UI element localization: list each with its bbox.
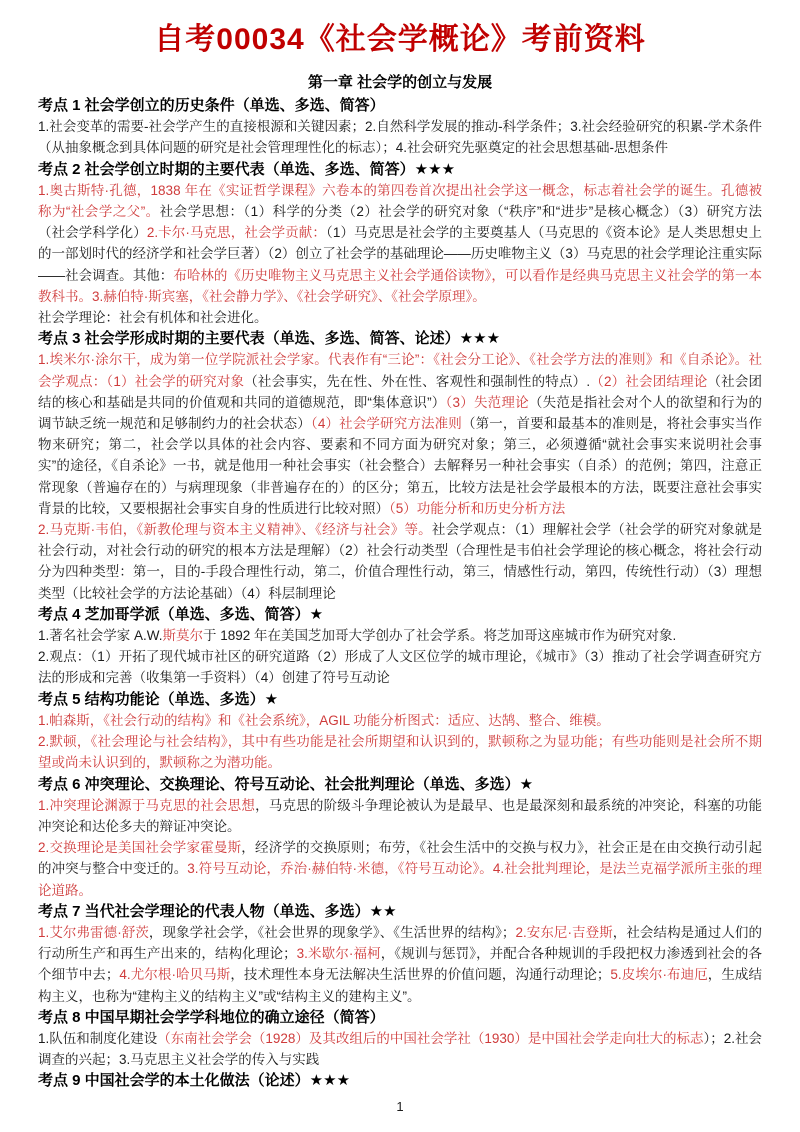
text-segment: 2.安东尼·吉登斯 <box>515 924 613 940</box>
text-segment: 1.著名社会学家 A.W. <box>38 628 163 644</box>
text-segment: 1.队伍和制度化建设 <box>38 1030 158 1046</box>
text-segment: 社会学观点：（1）理解社会学（社会学的研究对象就是社会行动，对社会行动的研究的根本方法是理解）（2）社会行动类型（合理性是韦伯社会学理论的核心概念，将社会行动分为四种类型：第一，目的-手段合理性行动，第二，价值合理性行动，第三，情感性行动，第四，传统性行动）（3）理想类型（比较社会学的方法论基础）（4）科层制理论 <box>38 522 762 601</box>
text-segment: （5）功能分析和历史分析方法 <box>389 500 566 516</box>
paragraph <box>38 922 762 1007</box>
topic-heading: 考点 7 当代社会学理论的代表人物（单选、多选）★★ <box>38 902 397 920</box>
text-segment: 于 1892 年在美国芝加哥大学创办了社会学系。将芝加哥这座城市作为研究对象. <box>203 628 677 644</box>
text-segment: 2.马克斯·韦伯，《新教伦理与资本主义精神》、《经济与社会》等。 <box>38 522 432 538</box>
paragraph <box>38 1028 762 1070</box>
paragraph <box>38 519 762 604</box>
paragraph <box>38 646 762 688</box>
text-segment: 2.交换理论是美国社会学家霍曼斯 <box>38 840 242 856</box>
text-segment: 斯莫尔 <box>162 628 204 644</box>
paragraph <box>38 307 762 328</box>
topic-heading: 考点 6 冲突理论、交换理论、符号互动论、社会批判理论（单选、多选）★ <box>38 775 534 793</box>
topic-heading: 考点 1 社会学创立的历史条件（单选、多选、简答） <box>38 97 385 114</box>
text-segment: ）；2.社会调查的兴起；3.马克思主义社会学的传入与实践 <box>38 1030 762 1068</box>
text-segment: （4）社会学研究方法准则 <box>310 416 462 432</box>
text-segment: 1.埃米尔·涂尔干，成为第一位学院派社会学家。代表作有“三论”：《社会分工论》、《社会学方法的准则》和《自杀论》。社会学观点：（1）社会学的研究对象 <box>38 352 762 389</box>
text-segment: ，马克思的阶级斗争理论被认为是最早、也是最深刻和最系统的冲突论，科塞的功能冲突论和达伦多夫的辩证冲突论。 <box>38 797 762 834</box>
topic-heading: 考点 8 中国早期社会学学科地位的确立途径（简答） <box>38 1008 385 1026</box>
text-segment: （社会团结的核心和基础是共同的价值观和共同的道德规范，即“集体意识”） <box>38 373 763 410</box>
topic-heading: 考点 9 中国社会学的本土化做法（论述）★★★ <box>38 1072 351 1090</box>
text-segment: （东南社会学会（1928）及其改组后的中国社会学社（1930）是中国社会学走向壮大的标志 <box>157 1030 704 1046</box>
text-segment: 社会学理论：社会有机体和社会进化。 <box>38 310 268 326</box>
text-segment: 2.默顿，《社会理论与社会结构》，其中有些功能是社会所期望和认识到的，默顿称之为显功能；有些功能则是社会所不期望或尚未认识到的，默顿称之为潜功能。 <box>38 734 762 771</box>
text-segment: ，生成结构主义，也称为“建构主义的结构主义”或“结构主义的建构主义”。 <box>38 967 763 1004</box>
content <box>38 95 762 1092</box>
text-segment: （3）失范理论 <box>445 394 529 410</box>
text-segment: 1.社会变革的需要-社会学产生的直接根源和关键因素；2.自然科学发展的推动-科学条件；3.社会经验研究的积累-学术条件（从抽象概念到具体问题的研究是社会管理理性化的标志）；4.社会研究先驱奠定的社会思想基础-思想条件 <box>38 119 762 156</box>
text-segment: 2.观点：（1）开拓了现代城市社区的研究道路（2）形成了人文区位学的城市理论，《城市》（3）推动了社会学调查研究方法的形成和完善（收集第一手资料）（4）创建了符号互动论 <box>38 649 762 686</box>
paragraph <box>38 180 762 307</box>
text-segment: （1）马克思是社会学的主要奠基人（马克思的《资本论》是人类思想史上的一部划时代的经济学和社会学巨著）（2）创立了社会学的基础理论——历史唯物主义（3）马克思的社会学理论注重实际——社会调查。其他： <box>38 225 762 283</box>
paragraph <box>38 116 762 158</box>
topic-heading: 考点 4 芝加哥学派（单选、多选、简答）★ <box>38 605 324 623</box>
paragraph <box>38 349 762 519</box>
topic-heading: 考点 5 结构功能论（单选、多选）★ <box>38 690 279 708</box>
text-segment: 3.米歇尔·福柯 <box>296 946 381 962</box>
text-segment: ，《规训与惩罚》，并配合各种规训的手段把权力渗透到社会的各个细节中去； <box>38 946 762 983</box>
text-segment: 1.冲突理论渊源于马克思的社会思想 <box>38 797 256 813</box>
page-title: 自考00034《社会学概论》考前资料 <box>154 23 646 56</box>
text-segment: 社会学思想：（1）科学的分类（2）社会学的研究对象（“秩序”和“进步”是核心概念）（3）研究方法（社会学科学化） <box>38 204 762 241</box>
text-segment: 1.帕森斯，《社会行动的结构》和《社会系统》，AGIL 功能分析图式：适应、达鹄、整合、维模。 <box>38 712 610 728</box>
text-segment: ，现象学社会学，《社会世界的现象学》、《生活世界的结构》； <box>148 924 516 940</box>
paragraph <box>38 837 762 901</box>
paragraph <box>38 731 762 773</box>
topic-heading: 考点 3 社会学形成时期的主要代表（单选、多选、简答、论述）★★★ <box>38 330 501 348</box>
text-segment: ，技术理性本身无法解决生活世界的价值问题，沟通行动理论； <box>230 967 611 983</box>
text-segment: 1.艾尔弗雷德·舒茨 <box>38 924 149 940</box>
page-number: 1 <box>396 1099 404 1114</box>
text-segment: （社会事实，先在性、外在性、客观性和强制性的特点）. <box>244 373 591 389</box>
text-segment: 5.皮埃尔·布迪厄 <box>610 967 708 983</box>
text-segment: 4.尤尔根·哈贝马斯 <box>119 967 231 983</box>
chapter-title: 第一章 社会学的创立与发展 <box>307 74 493 91</box>
text-segment: ，社会结构是通过人们的行动所生产和再生产出来的，结构化理论； <box>38 924 763 962</box>
topic-heading: 考点 2 社会学创立时期的主要代表（单选、多选、简答）★★★ <box>38 160 456 178</box>
text-segment: 1.奥古斯特·孔德，1838 年在《实证哲学课程》六卷本的第四卷首次提出社会学这一概念，标志着社会学的诞生。孔德被称为“社会学之父”。 <box>38 182 762 220</box>
paragraph <box>38 625 762 646</box>
text-segment: ，经济学的交换原则；布劳，《社会生活中的交换与权力》，社会正是在由交换行动引起的冲突与整合中变迁的。 <box>38 840 762 877</box>
text-segment: 2.卡尔·马克思，社会学贡献： <box>146 225 326 241</box>
paragraph <box>38 710 762 731</box>
text-segment: （第一，首要和最基本的准则是，将社会事实当作物来研究；第二，社会学以具体的社会内容、要素和不同方面为研究对象；第三，必须遵循“就社会事实来说明社会事实”的途径，《自杀论》一书，就是他用一种社会事实（社会整合）去解释另一种社会事实（自杀）的范例；第四，注意正常现象（普遍存在的）与病理现象（非普遍存在的）的区分；第五，比较方法是社会学最根本的方法，既要注意社会事实背景的比较，又要根据社会事实自身的性质进行比较对照） <box>38 416 763 516</box>
text-segment: （2）社会团结理论 <box>590 373 708 389</box>
text-segment: 3.符号互动论，乔治·赫伯特·米德，《符号互动论》。4.社会批判理论，是法兰克福学派所主张的理论道路。 <box>38 861 762 898</box>
text-segment: 布哈林的《历史唯物主义马克思主义社会学通俗读物》，可以看作是经典马克思主义社会学的第一本教科书。3.赫伯特·斯宾塞，《社会静力学》、《社会学研究》、《社会学原理》。 <box>38 267 763 304</box>
text-segment: （失范是指社会对个人的欲望和行为的调节缺乏统一规范和足够制约力的社会状态） <box>38 394 762 432</box>
paragraph <box>38 795 762 837</box>
